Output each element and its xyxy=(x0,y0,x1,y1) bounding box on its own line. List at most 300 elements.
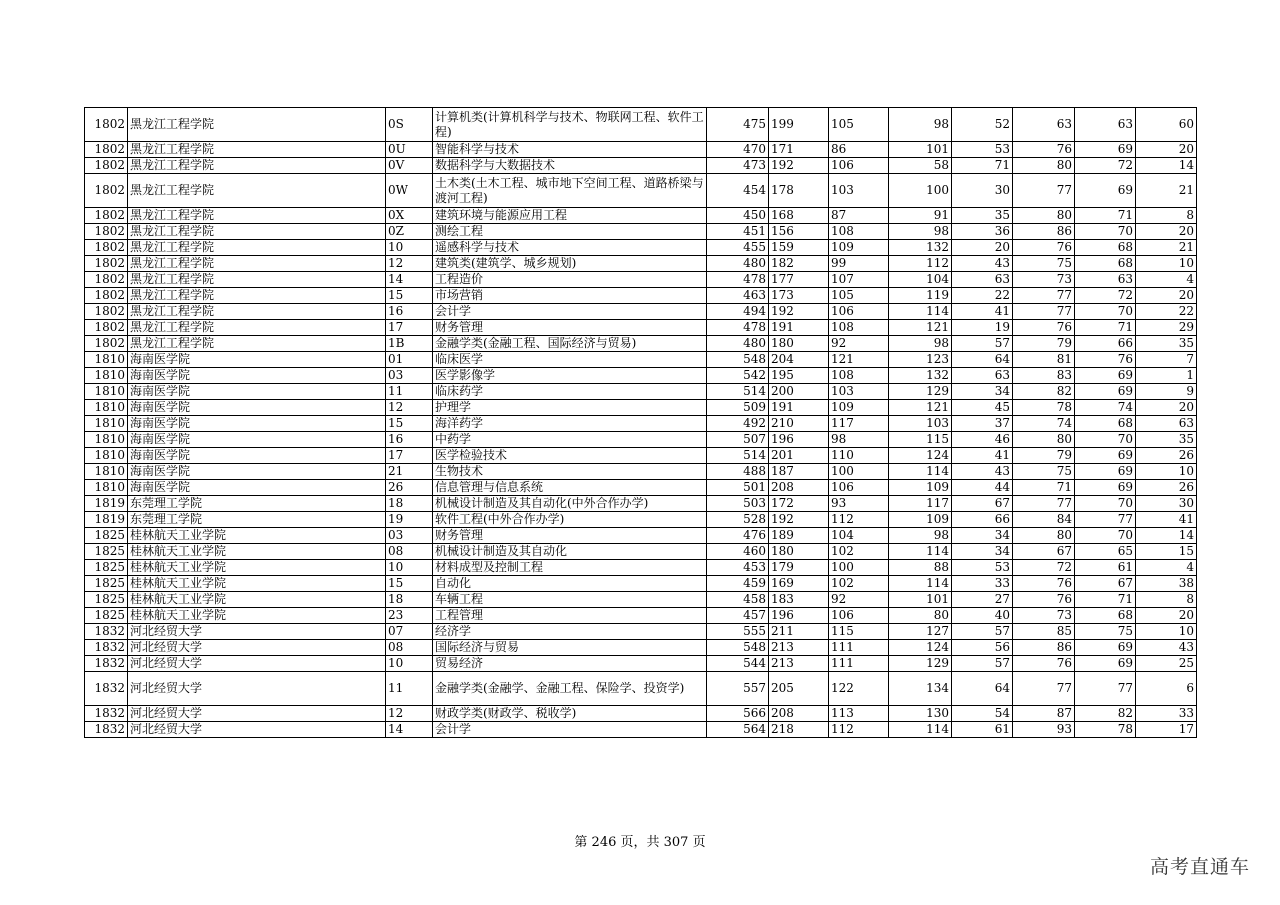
total-score-cell: 457 xyxy=(707,608,769,624)
score-col-5-cell: 30 xyxy=(952,174,1013,208)
chinese-math-score-cell: 218 xyxy=(769,722,829,738)
total-score-cell: 451 xyxy=(707,224,769,240)
score-col-6-cell: 73 xyxy=(1013,272,1075,288)
chinese-math-score-cell: 171 xyxy=(769,142,829,158)
table-row xyxy=(85,224,1197,240)
score-col-4-cell: 101 xyxy=(889,592,952,608)
table-row xyxy=(85,320,1197,336)
chinese-math-score-cell: 192 xyxy=(769,512,829,528)
major-code-cell: 0S xyxy=(386,108,433,142)
score-col-8-cell: 20 xyxy=(1136,608,1197,624)
major-name-cell: 护理学 xyxy=(433,400,707,416)
score-col-7-cell: 69 xyxy=(1075,142,1136,158)
score-col-7-cell: 68 xyxy=(1075,608,1136,624)
school-name-cell: 东莞理工学院 xyxy=(128,496,386,512)
score-col-6-cell: 85 xyxy=(1013,624,1075,640)
score-col-8-cell: 60 xyxy=(1136,108,1197,142)
admission-score-table xyxy=(84,107,1197,738)
major-name-cell: 自动化 xyxy=(433,576,707,592)
school-name-cell: 河北经贸大学 xyxy=(128,640,386,656)
score-col-8-cell: 20 xyxy=(1136,142,1197,158)
major-name-cell: 海洋药学 xyxy=(433,416,707,432)
foreign-lang-score-cell: 100 xyxy=(829,464,889,480)
major-name-cell: 建筑环境与能源应用工程 xyxy=(433,208,707,224)
score-col-7-cell: 78 xyxy=(1075,722,1136,738)
major-code-cell: 17 xyxy=(386,448,433,464)
school-code-cell: 1802 xyxy=(85,158,128,174)
score-col-5-cell: 40 xyxy=(952,608,1013,624)
score-col-6-cell: 75 xyxy=(1013,464,1075,480)
school-name-cell: 黑龙江工程学院 xyxy=(128,208,386,224)
school-code-cell: 1802 xyxy=(85,224,128,240)
score-col-4-cell: 114 xyxy=(889,544,952,560)
foreign-lang-score-cell: 98 xyxy=(829,432,889,448)
major-name-cell: 工程造价 xyxy=(433,272,707,288)
foreign-lang-score-cell: 113 xyxy=(829,706,889,722)
score-col-6-cell: 80 xyxy=(1013,528,1075,544)
score-col-5-cell: 57 xyxy=(952,656,1013,672)
school-name-cell: 黑龙江工程学院 xyxy=(128,174,386,208)
page-number-footer: 第 246 页，共 307 页 xyxy=(574,835,706,850)
score-col-4-cell: 114 xyxy=(889,722,952,738)
major-code-cell: 15 xyxy=(386,288,433,304)
score-col-5-cell: 20 xyxy=(952,240,1013,256)
major-code-cell: 0V xyxy=(386,158,433,174)
school-code-cell: 1832 xyxy=(85,624,128,640)
school-code-cell: 1832 xyxy=(85,706,128,722)
score-col-5-cell: 34 xyxy=(952,544,1013,560)
score-col-7-cell: 70 xyxy=(1075,528,1136,544)
total-score-cell: 555 xyxy=(707,624,769,640)
foreign-lang-score-cell: 107 xyxy=(829,272,889,288)
total-score-cell: 478 xyxy=(707,272,769,288)
school-name-cell: 海南医学院 xyxy=(128,416,386,432)
school-name-cell: 桂林航天工业学院 xyxy=(128,544,386,560)
score-col-7-cell: 69 xyxy=(1075,174,1136,208)
table-row xyxy=(85,640,1197,656)
score-col-7-cell: 69 xyxy=(1075,368,1136,384)
major-code-cell: 11 xyxy=(386,672,433,706)
table-row xyxy=(85,272,1197,288)
score-col-4-cell: 129 xyxy=(889,384,952,400)
chinese-math-score-cell: 195 xyxy=(769,368,829,384)
table-row xyxy=(85,208,1197,224)
major-code-cell: 26 xyxy=(386,480,433,496)
score-col-8-cell: 4 xyxy=(1136,272,1197,288)
score-col-6-cell: 77 xyxy=(1013,672,1075,706)
foreign-lang-score-cell: 106 xyxy=(829,304,889,320)
score-col-8-cell: 4 xyxy=(1136,560,1197,576)
score-col-8-cell: 17 xyxy=(1136,722,1197,738)
school-code-cell: 1825 xyxy=(85,528,128,544)
foreign-lang-score-cell: 122 xyxy=(829,672,889,706)
school-name-cell: 河北经贸大学 xyxy=(128,656,386,672)
score-col-6-cell: 63 xyxy=(1013,108,1075,142)
total-score-cell: 548 xyxy=(707,640,769,656)
total-score-cell: 542 xyxy=(707,368,769,384)
major-code-cell: 23 xyxy=(386,608,433,624)
table-row xyxy=(85,480,1197,496)
score-col-5-cell: 66 xyxy=(952,512,1013,528)
major-code-cell: 0W xyxy=(386,174,433,208)
school-name-cell: 东莞理工学院 xyxy=(128,512,386,528)
score-col-7-cell: 65 xyxy=(1075,544,1136,560)
foreign-lang-score-cell: 105 xyxy=(829,108,889,142)
score-col-7-cell: 70 xyxy=(1075,304,1136,320)
score-col-6-cell: 76 xyxy=(1013,320,1075,336)
score-col-7-cell: 68 xyxy=(1075,256,1136,272)
score-col-6-cell: 80 xyxy=(1013,432,1075,448)
major-name-cell: 医学检验技术 xyxy=(433,448,707,464)
score-col-7-cell: 71 xyxy=(1075,320,1136,336)
score-col-4-cell: 112 xyxy=(889,256,952,272)
score-col-8-cell: 10 xyxy=(1136,256,1197,272)
chinese-math-score-cell: 192 xyxy=(769,304,829,320)
school-code-cell: 1802 xyxy=(85,142,128,158)
score-col-5-cell: 54 xyxy=(952,706,1013,722)
table-row xyxy=(85,496,1197,512)
major-code-cell: 08 xyxy=(386,544,433,560)
major-code-cell: 15 xyxy=(386,416,433,432)
score-col-7-cell: 67 xyxy=(1075,576,1136,592)
score-col-4-cell: 129 xyxy=(889,656,952,672)
foreign-lang-score-cell: 110 xyxy=(829,448,889,464)
total-score-cell: 476 xyxy=(707,528,769,544)
score-col-7-cell: 68 xyxy=(1075,240,1136,256)
major-name-cell: 建筑类(建筑学、城乡规划) xyxy=(433,256,707,272)
score-col-5-cell: 37 xyxy=(952,416,1013,432)
score-col-8-cell: 41 xyxy=(1136,512,1197,528)
score-col-8-cell: 38 xyxy=(1136,576,1197,592)
score-col-5-cell: 61 xyxy=(952,722,1013,738)
score-col-8-cell: 8 xyxy=(1136,592,1197,608)
score-col-6-cell: 80 xyxy=(1013,208,1075,224)
score-col-6-cell: 78 xyxy=(1013,400,1075,416)
major-name-cell: 智能科学与技术 xyxy=(433,142,707,158)
score-col-5-cell: 22 xyxy=(952,288,1013,304)
score-col-8-cell: 22 xyxy=(1136,304,1197,320)
table-row xyxy=(85,108,1197,142)
chinese-math-score-cell: 156 xyxy=(769,224,829,240)
major-name-cell: 工程管理 xyxy=(433,608,707,624)
school-name-cell: 桂林航天工业学院 xyxy=(128,560,386,576)
foreign-lang-score-cell: 105 xyxy=(829,288,889,304)
score-col-4-cell: 98 xyxy=(889,336,952,352)
chinese-math-score-cell: 200 xyxy=(769,384,829,400)
score-col-8-cell: 14 xyxy=(1136,158,1197,174)
foreign-lang-score-cell: 117 xyxy=(829,416,889,432)
score-col-7-cell: 77 xyxy=(1075,512,1136,528)
table-row xyxy=(85,158,1197,174)
score-col-6-cell: 93 xyxy=(1013,722,1075,738)
score-col-6-cell: 74 xyxy=(1013,416,1075,432)
chinese-math-score-cell: 205 xyxy=(769,672,829,706)
major-code-cell: 15 xyxy=(386,576,433,592)
school-code-cell: 1810 xyxy=(85,384,128,400)
score-col-7-cell: 77 xyxy=(1075,672,1136,706)
major-name-cell: 土木类(土木工程、城市地下空间工程、道路桥梁与渡河工程) xyxy=(433,174,707,208)
score-col-4-cell: 101 xyxy=(889,142,952,158)
major-code-cell: 1B xyxy=(386,336,433,352)
score-col-6-cell: 72 xyxy=(1013,560,1075,576)
watermark-logo-text: 高考直通车 xyxy=(1149,856,1250,878)
score-col-4-cell: 132 xyxy=(889,368,952,384)
score-col-4-cell: 109 xyxy=(889,480,952,496)
score-col-4-cell: 88 xyxy=(889,560,952,576)
score-col-8-cell: 43 xyxy=(1136,640,1197,656)
school-code-cell: 1802 xyxy=(85,304,128,320)
major-name-cell: 市场营销 xyxy=(433,288,707,304)
foreign-lang-score-cell: 111 xyxy=(829,656,889,672)
school-name-cell: 海南医学院 xyxy=(128,400,386,416)
score-col-8-cell: 14 xyxy=(1136,528,1197,544)
table-row xyxy=(85,368,1197,384)
school-name-cell: 黑龙江工程学院 xyxy=(128,272,386,288)
major-code-cell: 0U xyxy=(386,142,433,158)
major-code-cell: 16 xyxy=(386,304,433,320)
score-col-4-cell: 114 xyxy=(889,576,952,592)
total-score-cell: 470 xyxy=(707,142,769,158)
table-row xyxy=(85,174,1197,208)
score-col-4-cell: 115 xyxy=(889,432,952,448)
school-name-cell: 黑龙江工程学院 xyxy=(128,142,386,158)
table-row xyxy=(85,706,1197,722)
score-col-5-cell: 53 xyxy=(952,560,1013,576)
school-code-cell: 1810 xyxy=(85,448,128,464)
score-col-5-cell: 43 xyxy=(952,256,1013,272)
major-name-cell: 会计学 xyxy=(433,722,707,738)
score-col-8-cell: 6 xyxy=(1136,672,1197,706)
school-name-cell: 河北经贸大学 xyxy=(128,672,386,706)
score-col-4-cell: 130 xyxy=(889,706,952,722)
major-name-cell: 财务管理 xyxy=(433,320,707,336)
chinese-math-score-cell: 196 xyxy=(769,608,829,624)
school-name-cell: 桂林航天工业学院 xyxy=(128,592,386,608)
score-col-5-cell: 35 xyxy=(952,208,1013,224)
major-code-cell: 07 xyxy=(386,624,433,640)
foreign-lang-score-cell: 112 xyxy=(829,512,889,528)
school-name-cell: 黑龙江工程学院 xyxy=(128,224,386,240)
chinese-math-score-cell: 208 xyxy=(769,480,829,496)
school-code-cell: 1810 xyxy=(85,480,128,496)
school-code-cell: 1819 xyxy=(85,496,128,512)
major-code-cell: 10 xyxy=(386,240,433,256)
table-row xyxy=(85,592,1197,608)
score-col-5-cell: 46 xyxy=(952,432,1013,448)
table-row xyxy=(85,528,1197,544)
score-col-4-cell: 123 xyxy=(889,352,952,368)
major-name-cell: 生物技术 xyxy=(433,464,707,480)
score-col-6-cell: 79 xyxy=(1013,448,1075,464)
table-row xyxy=(85,240,1197,256)
score-col-8-cell: 10 xyxy=(1136,464,1197,480)
table-row xyxy=(85,656,1197,672)
score-col-5-cell: 52 xyxy=(952,108,1013,142)
major-name-cell: 计算机类(计算机科学与技术、物联网工程、软件工程) xyxy=(433,108,707,142)
score-col-4-cell: 91 xyxy=(889,208,952,224)
school-name-cell: 桂林航天工业学院 xyxy=(128,608,386,624)
foreign-lang-score-cell: 102 xyxy=(829,544,889,560)
score-col-8-cell: 7 xyxy=(1136,352,1197,368)
major-name-cell: 软件工程(中外合作办学) xyxy=(433,512,707,528)
score-col-4-cell: 80 xyxy=(889,608,952,624)
table-row xyxy=(85,304,1197,320)
score-col-7-cell: 71 xyxy=(1075,592,1136,608)
foreign-lang-score-cell: 111 xyxy=(829,640,889,656)
major-name-cell: 贸易经济 xyxy=(433,656,707,672)
major-name-cell: 机械设计制造及其自动化(中外合作办学) xyxy=(433,496,707,512)
score-col-8-cell: 15 xyxy=(1136,544,1197,560)
total-score-cell: 453 xyxy=(707,560,769,576)
major-name-cell: 国际经济与贸易 xyxy=(433,640,707,656)
foreign-lang-score-cell: 93 xyxy=(829,496,889,512)
score-col-7-cell: 63 xyxy=(1075,108,1136,142)
major-code-cell: 14 xyxy=(386,722,433,738)
score-col-4-cell: 58 xyxy=(889,158,952,174)
school-code-cell: 1810 xyxy=(85,368,128,384)
score-col-4-cell: 132 xyxy=(889,240,952,256)
major-name-cell: 遥感科学与技术 xyxy=(433,240,707,256)
score-col-5-cell: 27 xyxy=(952,592,1013,608)
score-col-5-cell: 53 xyxy=(952,142,1013,158)
score-col-5-cell: 19 xyxy=(952,320,1013,336)
major-code-cell: 21 xyxy=(386,464,433,480)
foreign-lang-score-cell: 106 xyxy=(829,158,889,174)
total-score-cell: 528 xyxy=(707,512,769,528)
school-code-cell: 1802 xyxy=(85,208,128,224)
chinese-math-score-cell: 177 xyxy=(769,272,829,288)
total-score-cell: 501 xyxy=(707,480,769,496)
chinese-math-score-cell: 172 xyxy=(769,496,829,512)
table-row xyxy=(85,256,1197,272)
school-code-cell: 1810 xyxy=(85,400,128,416)
foreign-lang-score-cell: 87 xyxy=(829,208,889,224)
major-name-cell: 金融学类(金融工程、国际经济与贸易) xyxy=(433,336,707,352)
school-name-cell: 桂林航天工业学院 xyxy=(128,528,386,544)
score-col-7-cell: 69 xyxy=(1075,464,1136,480)
major-name-cell: 信息管理与信息系统 xyxy=(433,480,707,496)
score-col-6-cell: 83 xyxy=(1013,368,1075,384)
foreign-lang-score-cell: 102 xyxy=(829,576,889,592)
score-col-5-cell: 44 xyxy=(952,480,1013,496)
major-name-cell: 会计学 xyxy=(433,304,707,320)
score-col-4-cell: 134 xyxy=(889,672,952,706)
table-row xyxy=(85,464,1197,480)
total-score-cell: 459 xyxy=(707,576,769,592)
major-name-cell: 测绘工程 xyxy=(433,224,707,240)
table-row xyxy=(85,576,1197,592)
score-col-8-cell: 8 xyxy=(1136,208,1197,224)
major-code-cell: 0Z xyxy=(386,224,433,240)
total-score-cell: 473 xyxy=(707,158,769,174)
table-row xyxy=(85,512,1197,528)
school-code-cell: 1802 xyxy=(85,108,128,142)
score-col-6-cell: 86 xyxy=(1013,640,1075,656)
table-row xyxy=(85,142,1197,158)
score-col-6-cell: 67 xyxy=(1013,544,1075,560)
school-name-cell: 黑龙江工程学院 xyxy=(128,304,386,320)
table-row xyxy=(85,624,1197,640)
score-col-5-cell: 71 xyxy=(952,158,1013,174)
school-code-cell: 1810 xyxy=(85,416,128,432)
score-col-6-cell: 82 xyxy=(1013,384,1075,400)
score-col-7-cell: 70 xyxy=(1075,496,1136,512)
total-score-cell: 548 xyxy=(707,352,769,368)
score-col-6-cell: 75 xyxy=(1013,256,1075,272)
school-code-cell: 1825 xyxy=(85,576,128,592)
major-code-cell: 01 xyxy=(386,352,433,368)
score-col-8-cell: 63 xyxy=(1136,416,1197,432)
school-code-cell: 1825 xyxy=(85,544,128,560)
foreign-lang-score-cell: 109 xyxy=(829,400,889,416)
total-score-cell: 455 xyxy=(707,240,769,256)
school-code-cell: 1832 xyxy=(85,672,128,706)
foreign-lang-score-cell: 109 xyxy=(829,240,889,256)
school-name-cell: 海南医学院 xyxy=(128,464,386,480)
score-col-4-cell: 103 xyxy=(889,416,952,432)
chinese-math-score-cell: 213 xyxy=(769,656,829,672)
total-score-cell: 557 xyxy=(707,672,769,706)
table-row xyxy=(85,608,1197,624)
chinese-math-score-cell: 196 xyxy=(769,432,829,448)
score-col-6-cell: 77 xyxy=(1013,288,1075,304)
chinese-math-score-cell: 213 xyxy=(769,640,829,656)
score-col-8-cell: 9 xyxy=(1136,384,1197,400)
score-col-5-cell: 67 xyxy=(952,496,1013,512)
score-col-6-cell: 87 xyxy=(1013,706,1075,722)
major-code-cell: 0X xyxy=(386,208,433,224)
score-col-4-cell: 124 xyxy=(889,448,952,464)
total-score-cell: 460 xyxy=(707,544,769,560)
table-row xyxy=(85,432,1197,448)
score-col-4-cell: 109 xyxy=(889,512,952,528)
chinese-math-score-cell: 159 xyxy=(769,240,829,256)
score-col-4-cell: 127 xyxy=(889,624,952,640)
foreign-lang-score-cell: 103 xyxy=(829,384,889,400)
score-col-5-cell: 57 xyxy=(952,336,1013,352)
total-score-cell: 564 xyxy=(707,722,769,738)
score-col-6-cell: 76 xyxy=(1013,240,1075,256)
major-code-cell: 03 xyxy=(386,368,433,384)
major-name-cell: 车辆工程 xyxy=(433,592,707,608)
score-col-4-cell: 117 xyxy=(889,496,952,512)
school-name-cell: 黑龙江工程学院 xyxy=(128,108,386,142)
major-name-cell: 财务管理 xyxy=(433,528,707,544)
school-code-cell: 1802 xyxy=(85,272,128,288)
school-name-cell: 海南医学院 xyxy=(128,448,386,464)
score-col-4-cell: 100 xyxy=(889,174,952,208)
score-col-7-cell: 70 xyxy=(1075,224,1136,240)
score-col-7-cell: 76 xyxy=(1075,352,1136,368)
school-name-cell: 海南医学院 xyxy=(128,368,386,384)
school-code-cell: 1810 xyxy=(85,352,128,368)
school-code-cell: 1810 xyxy=(85,464,128,480)
score-col-8-cell: 20 xyxy=(1136,400,1197,416)
score-col-4-cell: 98 xyxy=(889,528,952,544)
score-col-6-cell: 71 xyxy=(1013,480,1075,496)
score-col-4-cell: 98 xyxy=(889,224,952,240)
score-col-5-cell: 56 xyxy=(952,640,1013,656)
score-col-8-cell: 20 xyxy=(1136,224,1197,240)
score-col-8-cell: 21 xyxy=(1136,240,1197,256)
score-col-5-cell: 34 xyxy=(952,528,1013,544)
chinese-math-score-cell: 208 xyxy=(769,706,829,722)
foreign-lang-score-cell: 104 xyxy=(829,528,889,544)
score-col-5-cell: 57 xyxy=(952,624,1013,640)
chinese-math-score-cell: 173 xyxy=(769,288,829,304)
score-col-5-cell: 33 xyxy=(952,576,1013,592)
school-code-cell: 1825 xyxy=(85,592,128,608)
